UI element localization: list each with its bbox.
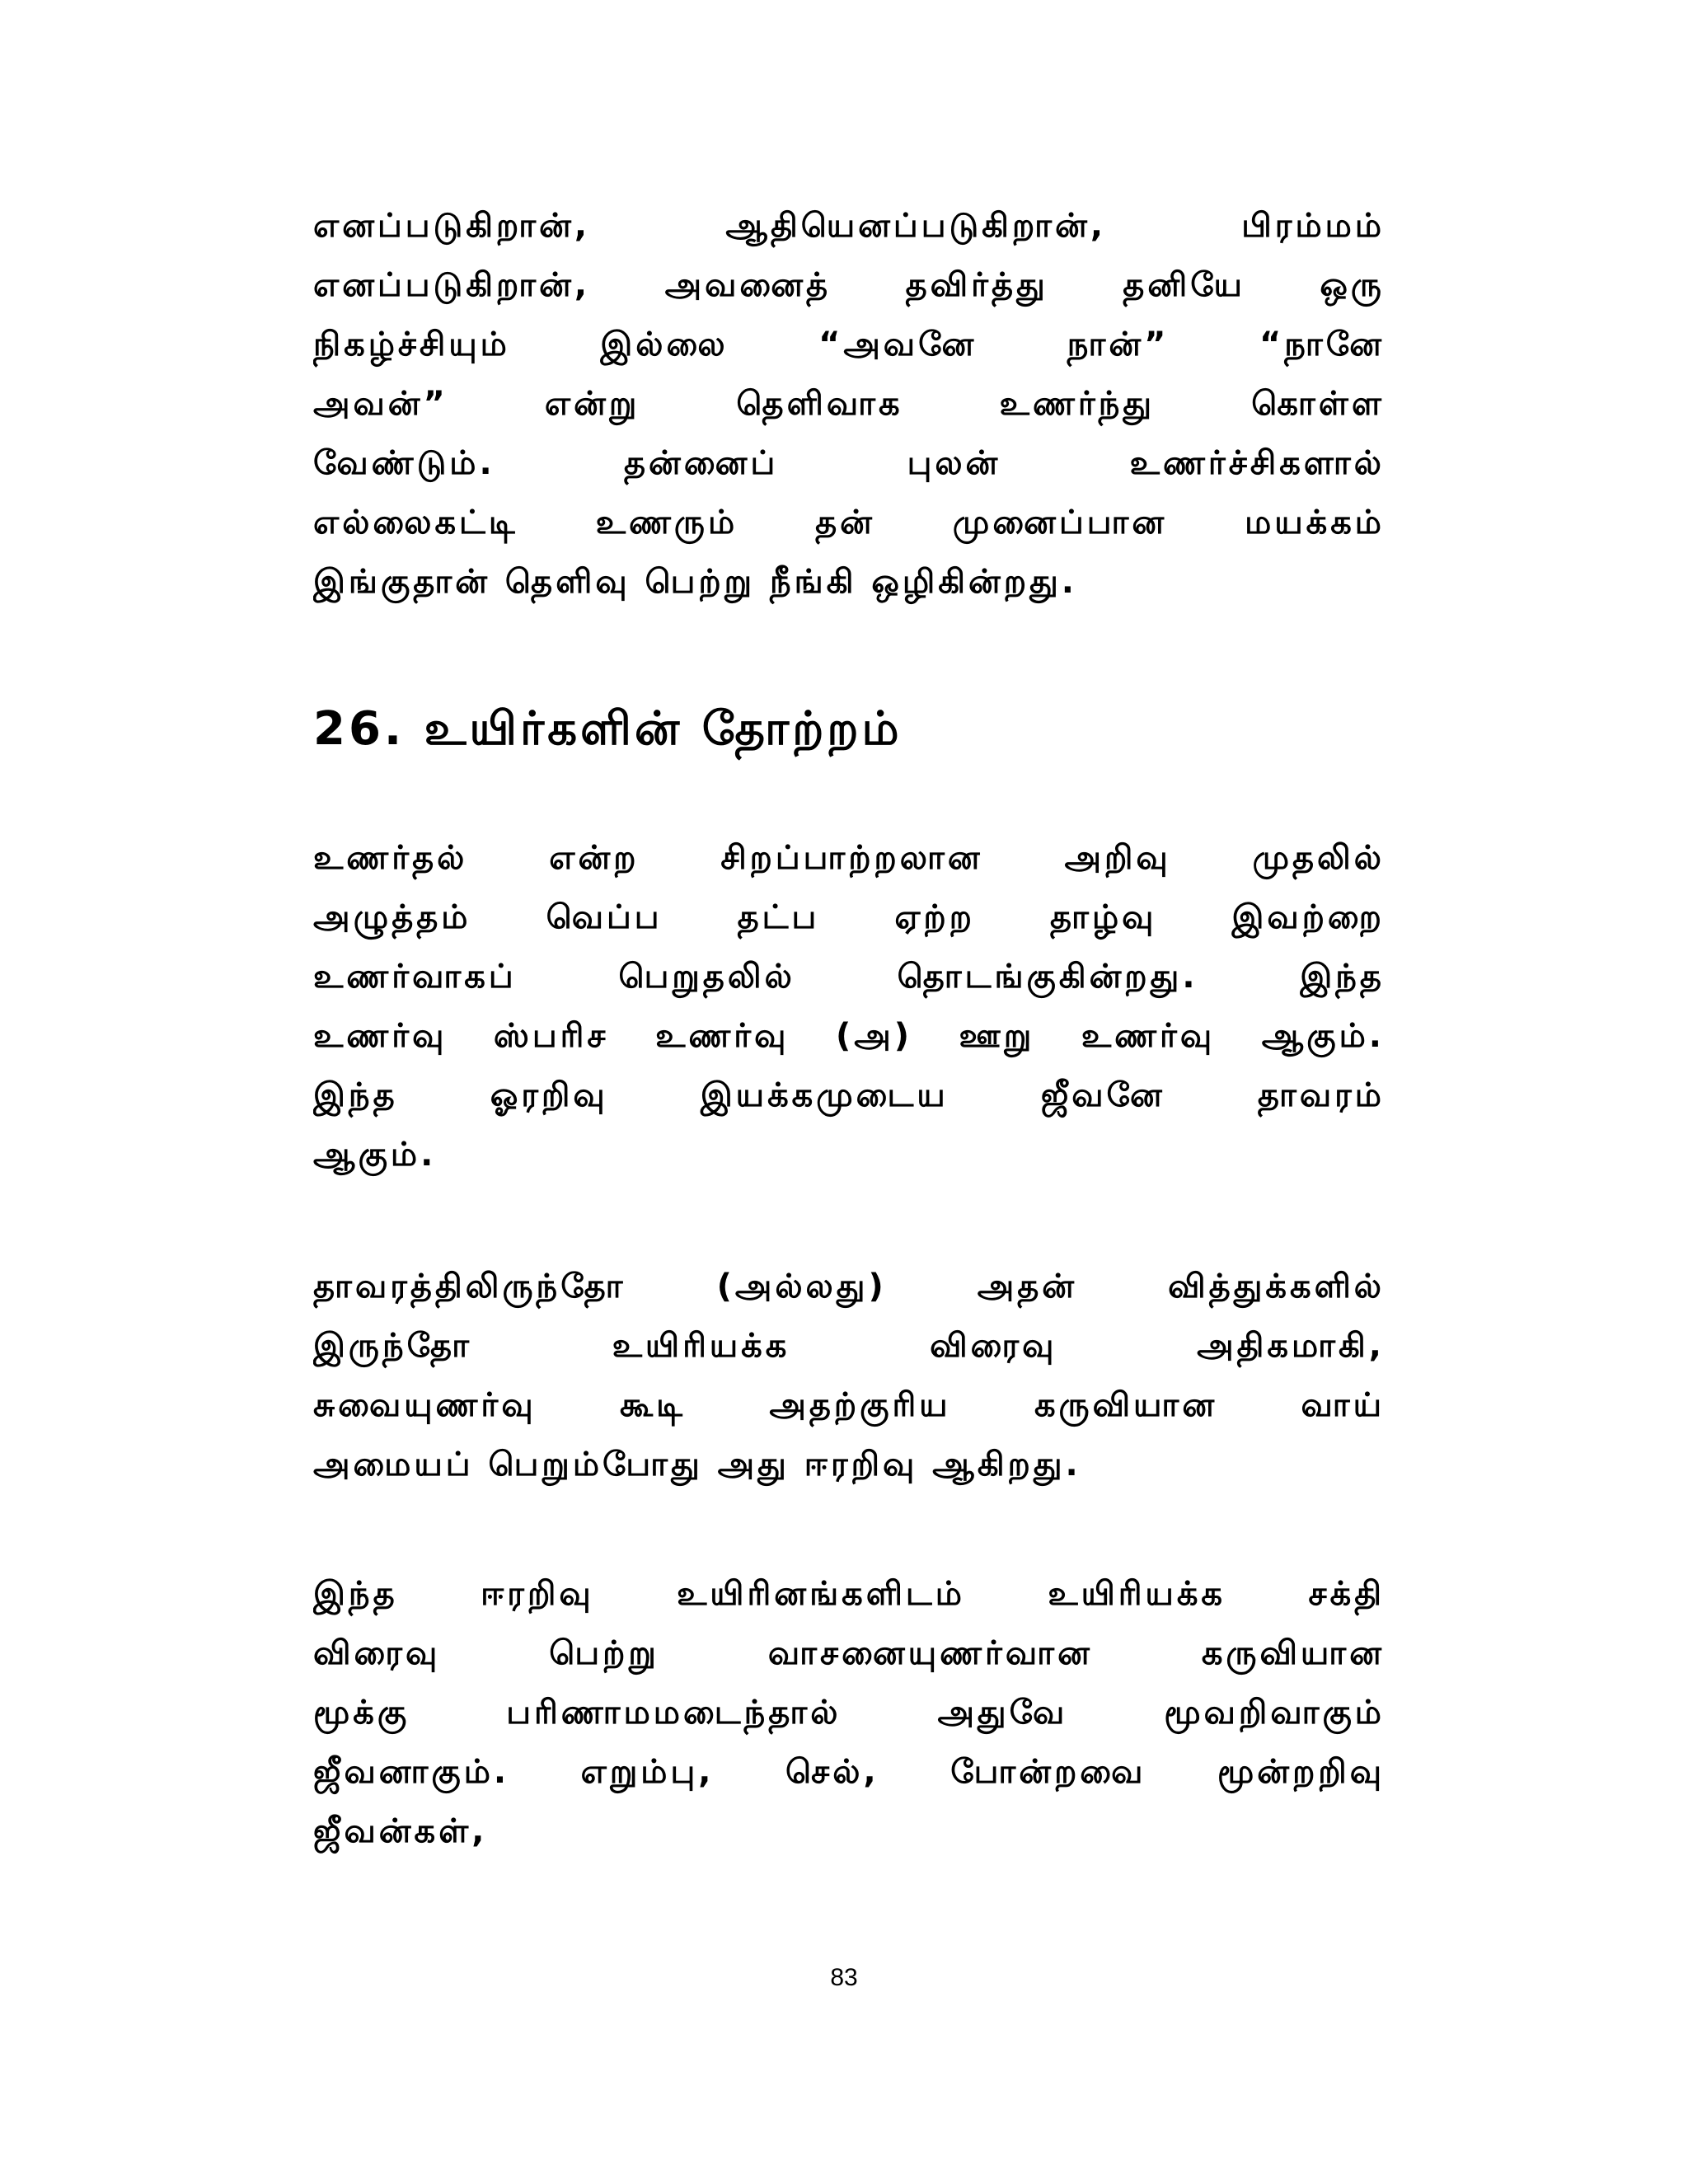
paragraph-3 <box>313 1564 1385 1861</box>
paragraph-line: உணர்தல் என்ற சிறப்பாற்றலான அறிவு முதலில் <box>313 839 1385 877</box>
paragraph-line: உணர்வாகப் பெறுதலில் தொடங்குகின்றது. இந்த <box>313 958 1385 996</box>
paragraph-line: இந்த ஈரறிவு உயிரினங்களிடம் உயிரியக்க சக்தி <box>313 1575 1385 1613</box>
paragraph-line: ஆகும். <box>313 1136 437 1174</box>
paragraph-line: உணர்வு ஸ்பரிச உணர்வு (அ) ஊறு உணர்வு ஆகும். <box>313 1017 1385 1055</box>
paragraph-line: அமையப் பெறும்போது அது ஈரறிவு ஆகிறது. <box>313 1446 1081 1483</box>
paragraph-line: எனப்படுகிறான், அவனைத் தவிர்த்து தனியே ஒரு <box>313 266 1385 304</box>
paragraph-line: தாவரத்திலிருந்தோ (அல்லது) அதன் வித்துக்களில் <box>313 1268 1385 1305</box>
paragraph-line: அவன்” என்று தெளிவாக உணர்ந்து கொள்ள <box>313 385 1385 423</box>
paragraph-line: ஜீவனாகும். எறும்பு, செல், போன்றவை மூன்றறிவு <box>313 1753 1385 1791</box>
paragraph-line: இருந்தோ உயிரியக்க விரைவு அதிகமாகி, <box>313 1327 1385 1365</box>
paragraph-line: இங்குதான் தெளிவு பெற்று நீங்கி ஒழிகின்றது. <box>313 563 1077 601</box>
paragraph-line: சுவையுணர்வு கூடி அதற்குரிய கருவியான வாய் <box>313 1386 1385 1424</box>
paragraph-line: எனப்படுகிறான், ஆதியெனப்படுகிறான், பிரம்மம் <box>313 207 1385 245</box>
paragraph-line: வேண்டும். தன்னைப் புலன் உணர்ச்சிகளால் <box>313 444 1385 482</box>
paragraph-line: ஜீவன்கள், <box>313 1812 488 1850</box>
page-number: 83 <box>830 1964 858 1991</box>
paragraph-line: அழுத்தம் வெப்ப தட்ப ஏற்ற தாழ்வு இவற்றை <box>313 898 1385 936</box>
paragraph-line: விரைவு பெற்று வாசனையுணர்வான கருவியான <box>313 1634 1385 1672</box>
intro-paragraph <box>313 196 1385 612</box>
paragraph-line: நிகழ்ச்சியும் இல்லை “அவனே நான்” “நானே <box>313 326 1385 363</box>
paragraph-line: இந்த ஓரறிவு இயக்கமுடைய ஜீவனே தாவரம் <box>313 1076 1385 1114</box>
section-heading: 26. உயிர்களின் தோற்றம் <box>313 702 903 756</box>
paragraph-line: மூக்கு பரிணாமமடைந்தால் அதுவே மூவறிவாகும் <box>313 1694 1385 1732</box>
paragraph-1 <box>313 828 1385 1184</box>
paragraph-2 <box>313 1257 1385 1494</box>
paragraph-line: எல்லைகட்டி உணரும் தன் முனைப்பான மயக்கம் <box>313 504 1385 541</box>
